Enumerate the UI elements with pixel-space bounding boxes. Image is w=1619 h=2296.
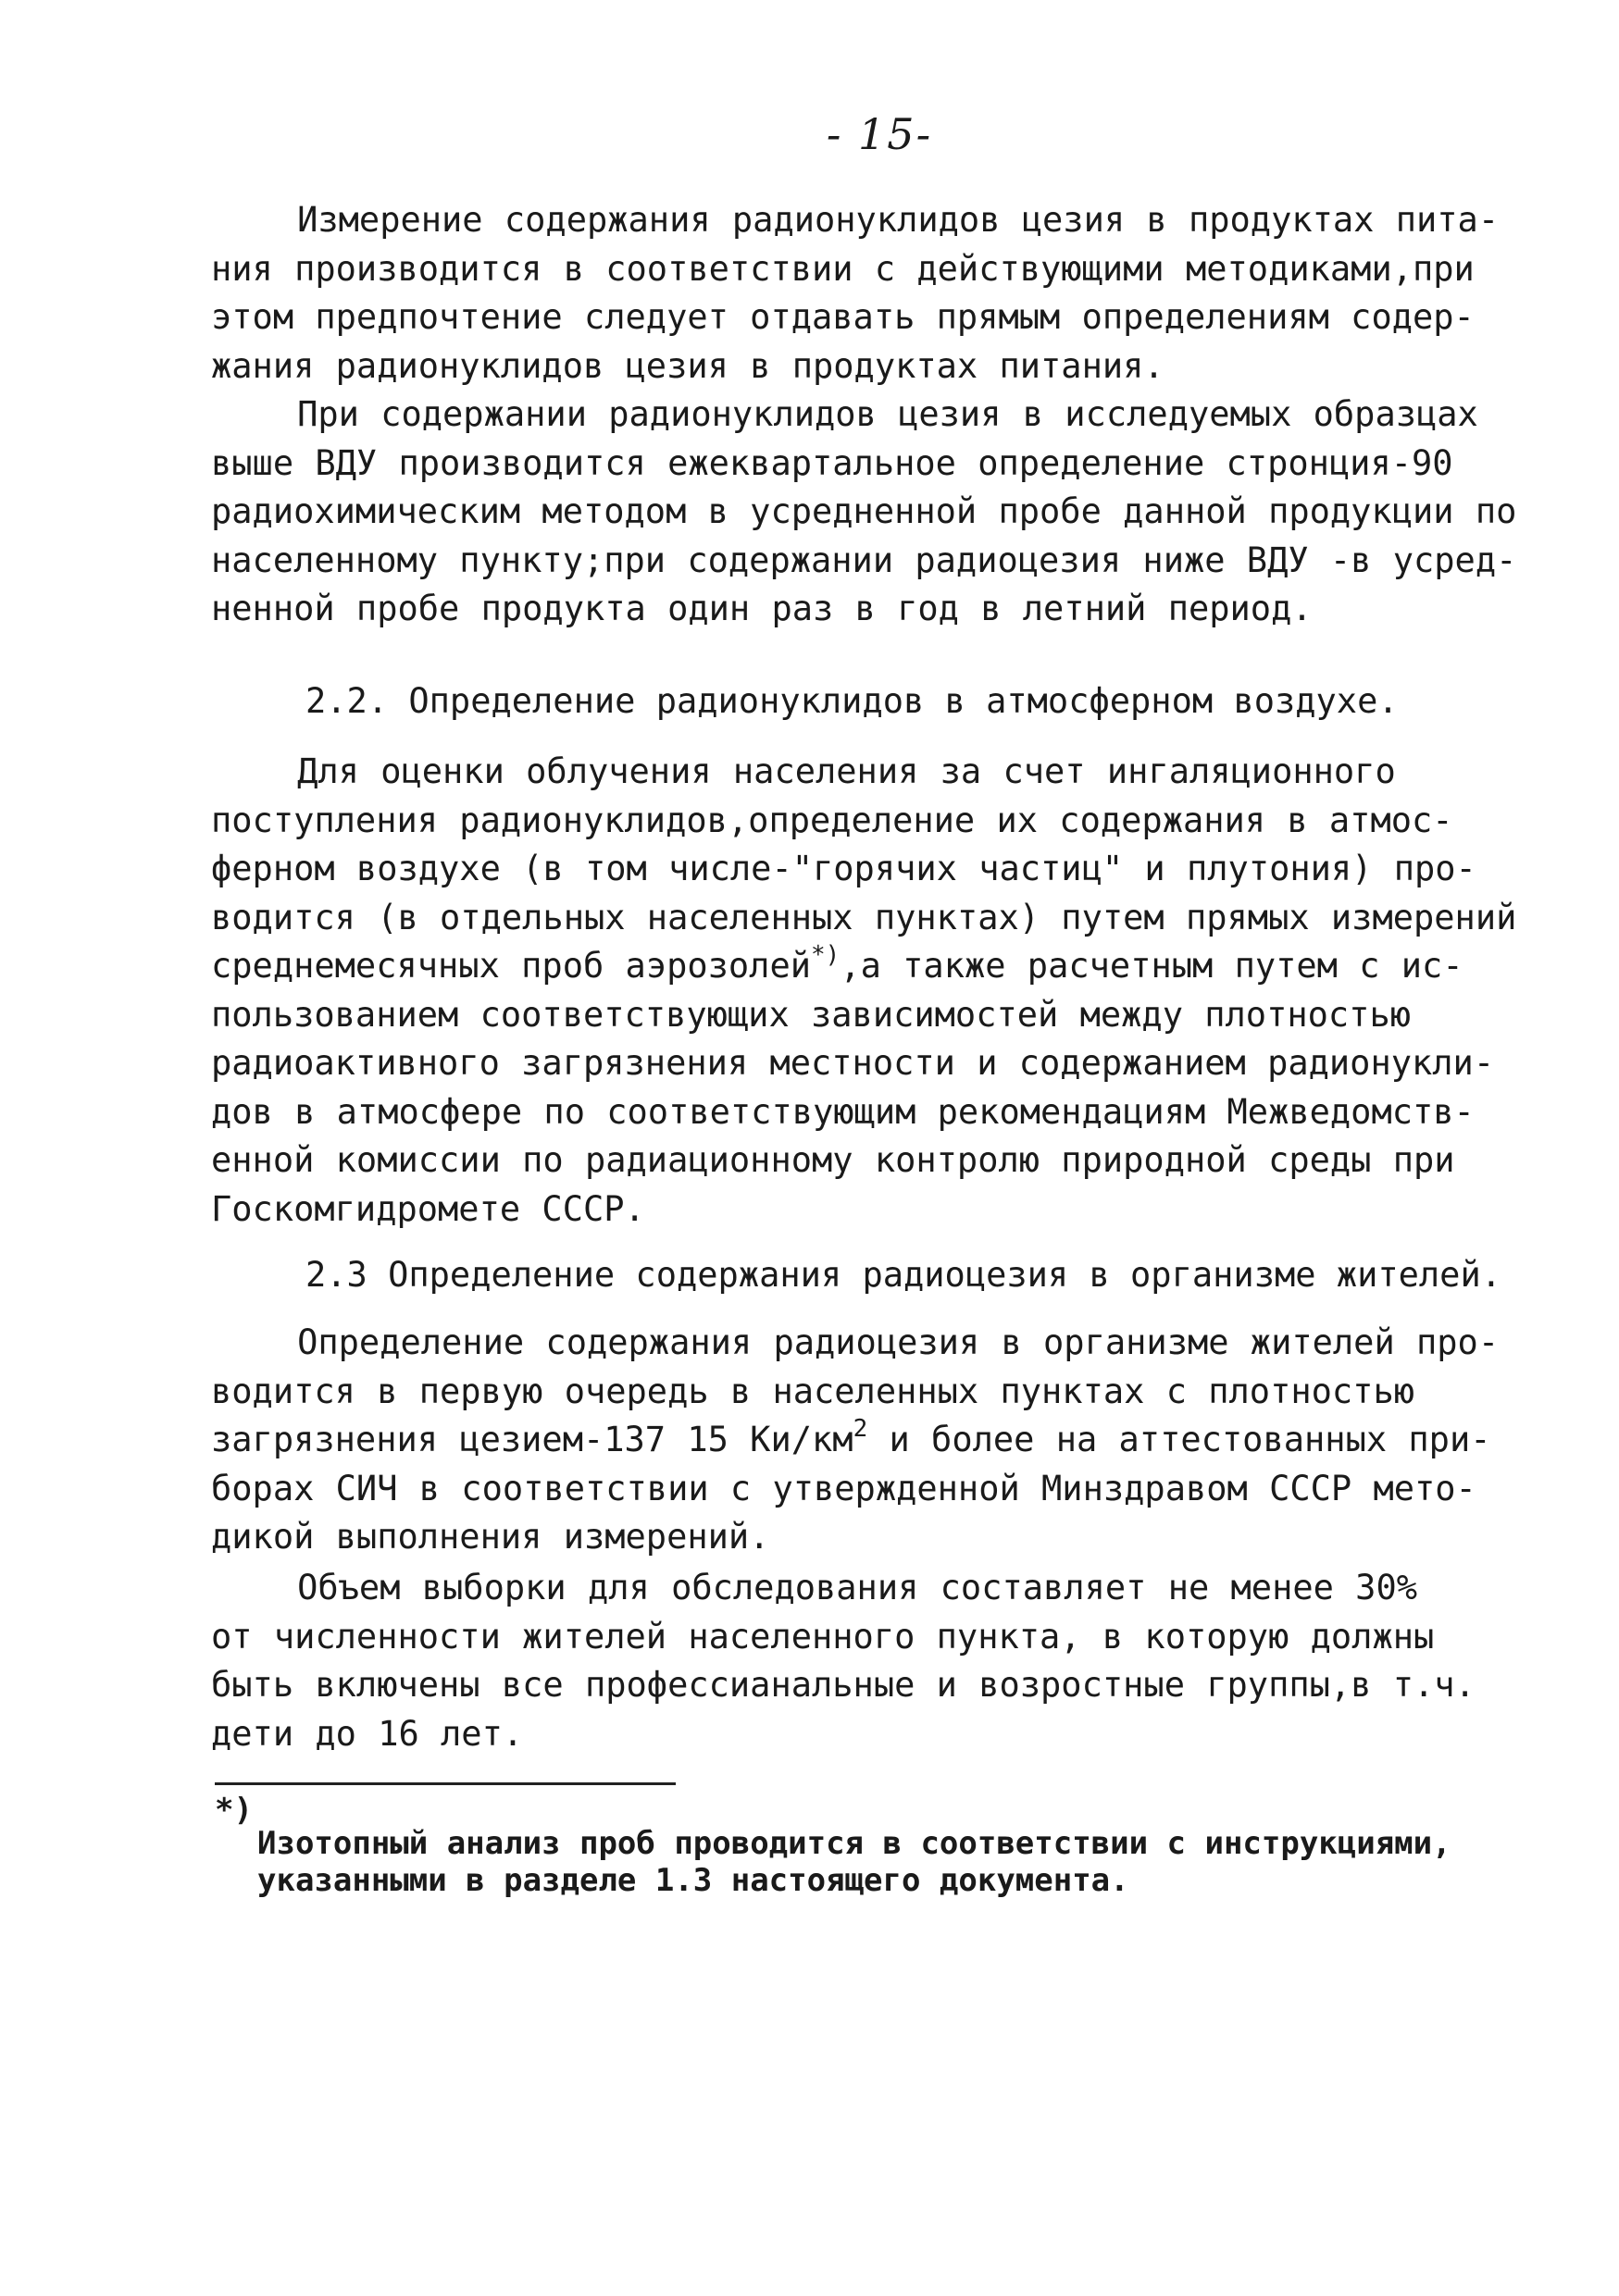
footnote-divider — [215, 1782, 676, 1785]
text-line: ферном воздухе (в том числе-"горячих частиц" и плутония) про- — [211, 849, 1476, 888]
text-line: Для оценки облучения населения за счет ингаляционного — [211, 751, 1396, 791]
text-line: жания радионуклидов цезия в продуктах питания. — [211, 345, 1164, 386]
paragraph-cesium-measurement — [211, 196, 1500, 391]
text-line: поступления радионуклидов,определение их содержания в атмос- — [211, 800, 1453, 840]
paragraph-sample-size — [211, 1564, 1476, 1758]
section-heading-2-3: 2.3 Определение содержания радиоцезия в организме жителей. — [305, 1255, 1502, 1295]
paragraph-atmospheric-air — [211, 748, 1517, 1234]
text-line: борах СИЧ в соответствии с утвержденной Минздравом СССР мето- — [211, 1468, 1476, 1508]
text-line: выше ВДУ производится ежеквартальное определение стронция-90 — [211, 442, 1453, 483]
footnote-text — [257, 1825, 1451, 1899]
text-line: радиохимическим методом в усредненной пробе данной продукции по — [211, 491, 1517, 531]
text-line: Объем выборки для обследования составляет не менее 30% — [211, 1568, 1418, 1607]
text-line: этом предпочтение следует отдавать прямым определениям содер- — [211, 297, 1475, 337]
text-segment: и более на аттестованных при- — [867, 1420, 1491, 1459]
text-line: енной комиссии по радиационному контролю природной среды при — [211, 1140, 1455, 1180]
text-line: ния производится в соответствии с действующими методиками,при — [211, 248, 1475, 289]
footnote-reference: *) — [811, 941, 841, 969]
text-line — [211, 1415, 1491, 1465]
text-line: радиоактивного загрязнения местности и содержанием радионукли- — [211, 1043, 1495, 1083]
text-line: быть включены все професcианальные и возростные группы,в т.ч. — [211, 1665, 1476, 1705]
text-line: При содержании радионуклидов цезия в исследуемых образцах — [211, 394, 1478, 434]
text-segment: загрязнения цезием-137 15 Ки/км — [211, 1420, 853, 1459]
text-segment: ,а также расчетным путем с ис- — [840, 946, 1463, 986]
page-number: - 15- — [826, 109, 933, 159]
text-line — [211, 941, 1463, 991]
footnote-line: Изотопный анализ проб проводится в соответствии с инструкциями, — [257, 1825, 1451, 1862]
text-line: Определение содержания радиоцезия в организме жителей про- — [211, 1322, 1500, 1362]
text-line: населенному пункту;при содержании радиоцезия ниже ВДУ -в усред- — [211, 540, 1517, 580]
text-line: дов в атмосфере по соответствующим рекомендациям Межведомств- — [211, 1091, 1475, 1132]
text-line: Измерение содержания радионуклидов цезия в продуктах пита- — [211, 200, 1500, 240]
text-line: дети до 16 лет. — [211, 1713, 524, 1754]
paragraph-body-radiocesium — [211, 1319, 1500, 1562]
paragraph-strontium-determination — [211, 391, 1517, 634]
text-line: пользованием соответствующих зависимостей между плотностью — [211, 994, 1412, 1035]
section-heading-2-2: 2.2. Определение радионуклидов в атмосферном воздухе. — [305, 681, 1399, 721]
text-line: водится в первую очередь в населенных пунктах с плотностью — [211, 1371, 1415, 1411]
superscript: 2 — [853, 1415, 868, 1443]
footnote-line: указанными в разделе 1.3 настоящего документа. — [257, 1862, 1129, 1899]
text-segment: среднемесячных проб аэрозолей — [211, 946, 812, 986]
text-line: от численности жителей населенного пункта, в которую должны — [211, 1616, 1435, 1657]
text-line: водится (в отдельных населенных пунктах) путем прямых измерений — [211, 897, 1517, 937]
footnote-mark: *) — [215, 1792, 253, 1829]
text-line: ненной пробе продукта один раз в год в летний период. — [211, 589, 1313, 628]
text-line: дикой выполнения измерений. — [211, 1517, 770, 1557]
text-line: Госкомгидромете СССР. — [211, 1188, 645, 1229]
